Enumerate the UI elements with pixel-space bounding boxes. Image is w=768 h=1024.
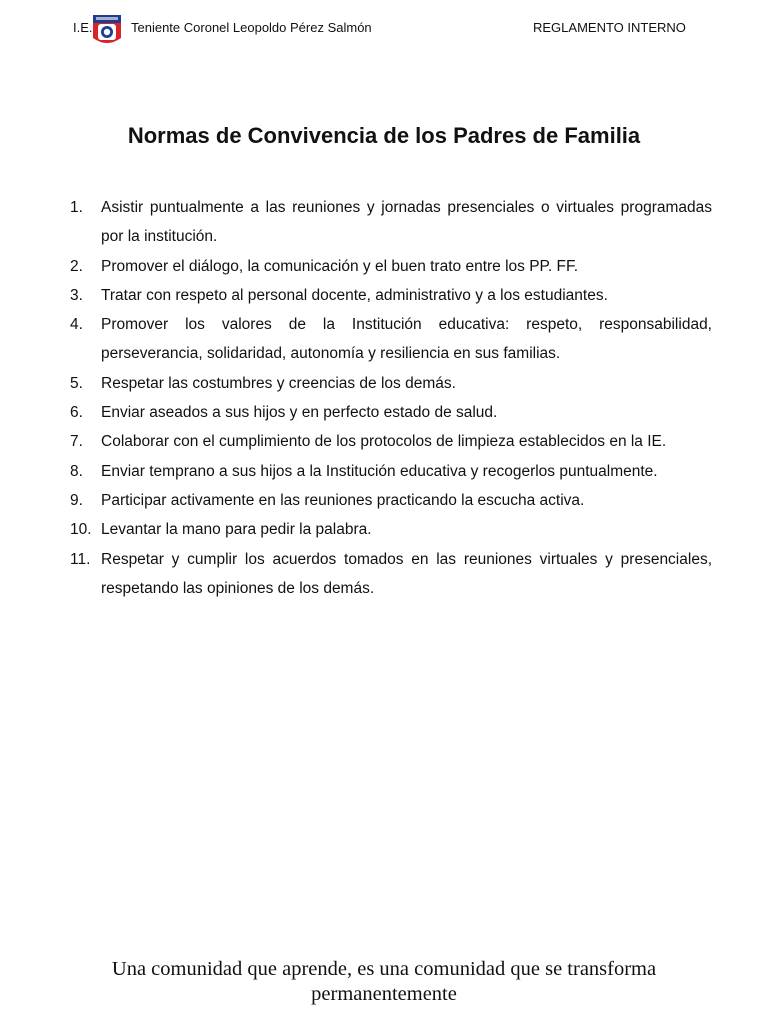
rule-text: Promover el diálogo, la comunicación y el buen trato entre los PP. FF.	[101, 257, 579, 275]
rule-number: 4.	[70, 316, 83, 334]
rule-number: 2.	[70, 257, 83, 275]
rule-number: 6.	[70, 404, 83, 422]
rule-text: Respetar las costumbres y creencias de los demás.	[101, 374, 456, 392]
rule-text: Participar activamente en las reuniones practicando la escucha activa.	[101, 491, 585, 509]
footer-motto-line1: Una comunidad que aprende, es una comunidad que se transforma	[111, 958, 657, 980]
rule-item	[70, 281, 712, 310]
page-title: Normas de Convivencia de los Padres de Familia	[127, 123, 641, 148]
rule-number: 7.	[70, 433, 83, 451]
rule-number: 9.	[70, 491, 83, 509]
footer-motto-line2: permanentemente	[311, 983, 457, 1005]
footer-motto	[60, 957, 708, 1007]
rule-text: Colaborar con el cumplimiento de los protocolos de limpieza establecidos en la IE.	[101, 433, 667, 451]
rule-item	[70, 369, 712, 398]
rule-item	[70, 486, 712, 515]
rules-list	[70, 193, 712, 603]
rule-text: Respetar y cumplir los acuerdos tomados en las reuniones virtuales y presenciales, respetando las opiniones de los demás.	[101, 550, 712, 597]
rule-number: 10.	[70, 521, 92, 539]
page-header	[73, 18, 693, 38]
rule-number: 3.	[70, 286, 83, 304]
rule-number: 8.	[70, 462, 83, 480]
rule-item	[70, 310, 712, 369]
rule-item	[70, 515, 712, 544]
rule-item	[70, 457, 712, 486]
school-crest-logo	[92, 14, 122, 48]
rule-item	[70, 427, 712, 456]
rule-text: Promover los valores de la Institución educativa: respeto, responsabilidad, perseverancia, solidaridad, autonomía y resiliencia en sus familias.	[101, 316, 712, 363]
rule-text: Enviar aseados a sus hijos y en perfecto estado de salud.	[101, 404, 498, 422]
rule-item	[70, 252, 712, 281]
rule-number: 5.	[70, 374, 83, 392]
document-label: REGLAMENTO INTERNO	[533, 20, 686, 35]
rule-text: Tratar con respeto al personal docente, administrativo y a los estudiantes.	[101, 286, 608, 304]
rule-item	[70, 545, 712, 604]
rule-number: 11.	[70, 550, 91, 568]
rule-number: 1.	[70, 199, 83, 216]
rule-item	[70, 193, 712, 252]
rule-item	[70, 398, 712, 427]
rule-text: Levantar la mano para pedir la palabra.	[101, 521, 372, 539]
rule-text: Enviar temprano a sus hijos a la Institución educativa y recogerlos puntualmente.	[101, 462, 658, 480]
school-name: Teniente Coronel Leopoldo Pérez Salmón	[131, 20, 372, 35]
rule-text: Asistir puntualmente a las reuniones y jornadas presenciales o virtuales programadas por la institución.	[101, 199, 712, 246]
ie-prefix: I.E.	[73, 20, 93, 35]
